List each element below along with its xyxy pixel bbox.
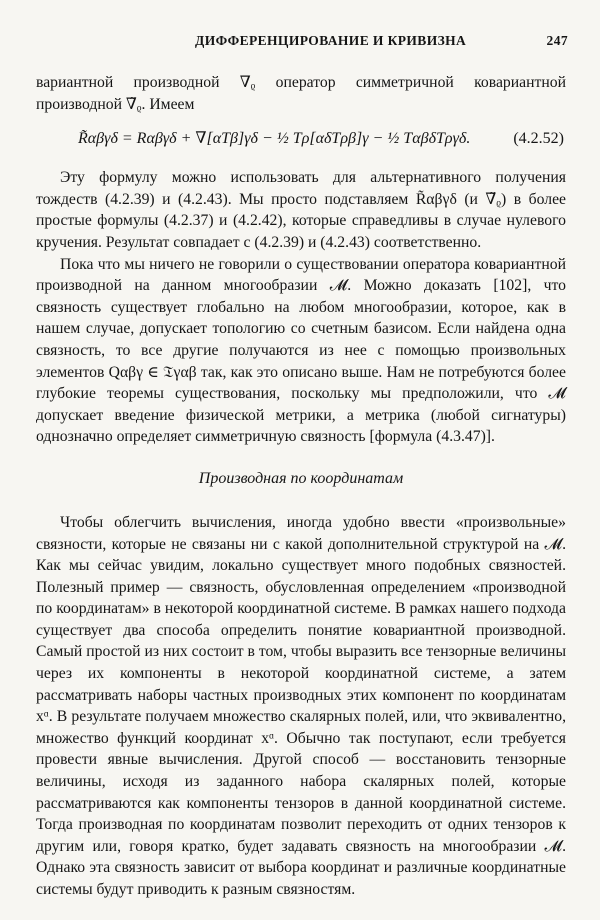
section-heading: Производная по координатам (198, 469, 404, 487)
equation-body: R̃αβγδ = Rαβγδ + ∇[αTβ]γδ − ½ Tρ[αδTρβ]γ − ½ TαβδTργδ. (78, 130, 471, 148)
paragraph-alternative-derivation: Эту формулу можно использовать для альтернативного получения тождеств (4.2.39) и (4.2.43). Мы просто подставляем R̃αβγδ (и ∇̃ᵨ) в более простые формулы (4.2.37) и (4.2.42), которые справедливы в случае нулевого кручения. Результат совпадает с (4.2.39) и (4.2.43) соответственно. (36, 169, 566, 251)
intro-paragraph: вариантной производной ∇ᵨ оператор симметричной ковариантной производной ∇̃ᵨ. Имеем (36, 74, 566, 113)
paragraph-existence: Пока что мы ничего не говорили о существовании оператора ковариантной производной на данном многообразии 𝓜. Можно доказать [102], что связность существует глобально на любом многообразии, которое, как в нашем случае, допускает топологию со счетным базисом. Если найдена одна связность, то все другие получаются из нее с помощью произвольных элементов Qαβγ ∈ 𝔗γαβ так, как это описано выше. Нам не потребуются более глубокие теоремы существования, поскольку мы предположили, что 𝓜 допускает введение физической метрики, а метрика (любой сигнатуры) однозначно определяет симметричную связность [формула (4.3.47)]. (36, 255, 566, 446)
paragraph-coordinate-derivative: Чтобы облегчить вычисления, иногда удобно ввести «произвольные» связности, которые не связаны ни с какой дополнительной структурой на 𝓜. Как мы сейчас увидим, локально существует много подобных связностей. Полезный пример — связность, обусловленная определением «производной по координатам» в некоторой координатной системе. В рамках нашего подхода существует два способа определить понятие ковариантной производной. Самый простой из них состоит в том, чтобы выразить все тензорные величины через их компоненты в некоторой координатной системе, а затем рассматривать наборы частных производных этих компонент по координатам xᵅ. В результате получаем множество скалярных полей, или, что эквивалентно, множество функций координат xᵅ. Обычно так поступают, если требуется провести явные вычисления. Другой способ — восстановить тензорные величины, исходя из заданного набора скалярных полей, которые рассматриваются как компоненты тензоров в данной координатной системе. Тогда производная по координатам позволит переходить от одних тензоров к другим или, говоря кратко, будет задавать связность на многообразии 𝓜. Однако эта связность зависит от выбора координат и различные координатные системы будут приводить к разным связностям. (36, 513, 566, 898)
page-number: 247 (546, 33, 568, 48)
equation (36, 117, 566, 161)
body-text (36, 72, 566, 901)
equation-number: (4.2.52) (513, 130, 564, 148)
running-header (195, 33, 568, 53)
running-title: ДИФФЕРЕНЦИРОВАНИЕ И КРИВИЗНА (195, 33, 467, 48)
